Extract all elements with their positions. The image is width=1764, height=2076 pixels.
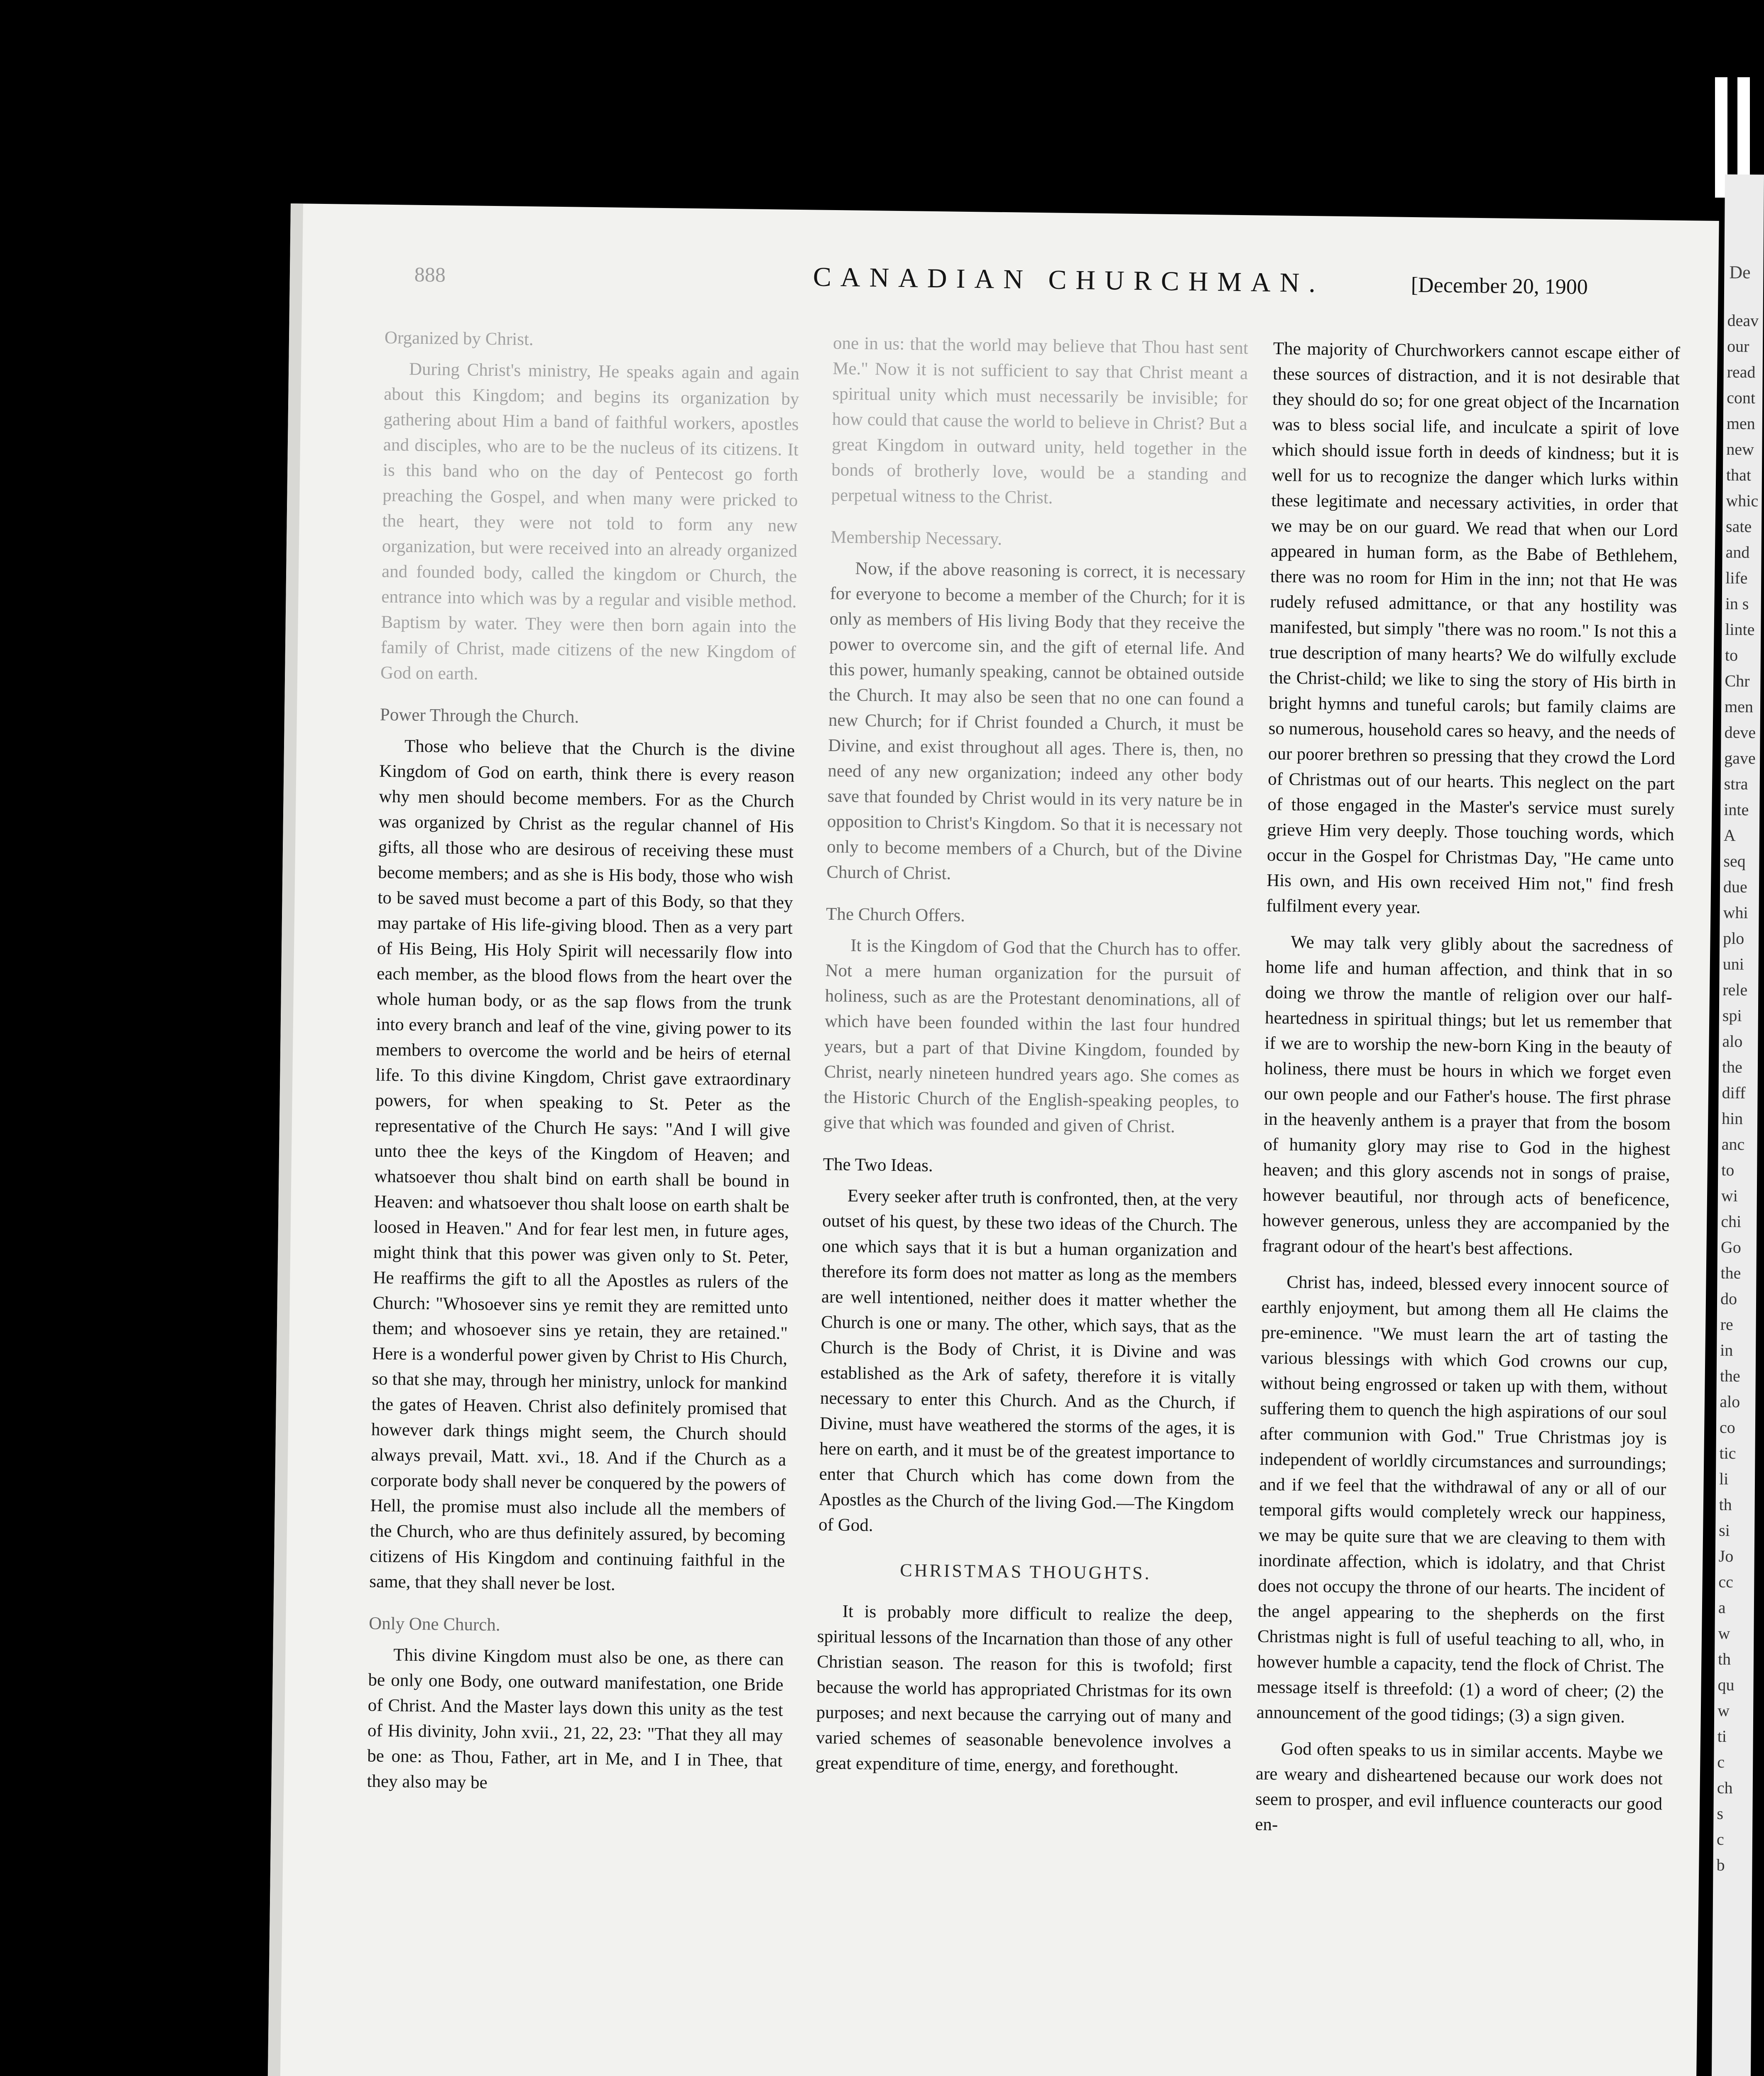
adjacent-page-line: the [1720,1263,1741,1283]
scan-corner-mark [272,266,281,278]
adjacent-page-line: whic [1726,491,1759,510]
paragraph-kingdom-of-god: It is the Kingdom of God that the Church has to offer. Not a mere human organization for the pursuit of holiness, such as are the Protestant denominations, all of which have been founded within the last four hundred years, but a part of that Divine Kingdom, founded by Christ, nearly nineteen hundred years ago. She comes as the Historic Church of the English-speaking peoples, to give that which was founded and given of Christ. [823,935,1241,1137]
adjacent-page-line: si [1719,1520,1730,1540]
adjacent-page-line: diff [1722,1083,1746,1102]
adjacent-page-line: Jo [1718,1546,1734,1566]
page-edge-shadow [264,203,303,2076]
paragraph-churchworkers: The majority of Churchworkers cannot escape either of these sources of distraction, and it is not desirable that they should do so; for one great object of the Incarnation was to bless social life, and inculcate a spirit of love which should issue forth in deeds of kindness; but it is well for us to recognize the danger which lurks within these legitimate and necessary activities, in order that we may be on our guard. We read that when our Lord appeared in human form, as the Babe of Bethlehem, there was no room for Him in the inn; not that He was rudely refused admittance, or that any hostility was manifested, but simply "there was no room." Is not this a true description of many hearts? We do wilfully exclude the Christ-child; we like to sing the story of His birth in bright hymns and tuneful carols; but family claims are so numerous, household cares so heavy, and the needs of our poorer brethren so pressing that they crowd the Lord of Christmas out of our hearts. This neglect on the part of those engaged in the Master's service must surely grieve Him very deeply. Those touching words, which occur in the Gospel for Christmas Day, "He came unto His own, and His own received Him not," find fresh fulfilment every year. [1266,338,1681,918]
subheading-only-one-church: Only One Church. [368,1613,500,1635]
adjacent-page-line: and [1725,543,1750,562]
adjacent-page-line: stra [1724,774,1748,793]
adjacent-page-line: a [1718,1598,1726,1617]
adjacent-page-line: in s [1725,594,1749,613]
adjacent-page-line: our [1727,337,1749,356]
adjacent-page-line: inte [1724,800,1749,819]
adjacent-page-strip [1710,174,1764,2076]
adjacent-page-line: men [1726,414,1755,433]
adjacent-page-line: Chr [1725,671,1750,690]
paragraph-christmas-intro: It is probably more difficult to realize the deep, spiritual lessons of the Incarnation than those of any other Christian season. The reason for this is twofold; first because the world has appropriated Christmas for its own purposes; and next because the carrying out of many and varied schemes of seasonable benevolence involves a great expenditure of time, energy, and forethought. [815,1601,1233,1777]
adjacent-page-line: w [1718,1623,1730,1643]
paragraph-continuation-unity: one in us: that the world may believe that Thou hast sent Me." Now it is not sufficient to say that Christ meant a spiritual unity which must necessarily be invisible; for how could that cause the world to believe in Christ? But a great Kingdom in outward unity, held together in the bonds of brotherly love, would be a standing and perpetual witness to the Christ. [831,333,1249,508]
adjacent-page-line: b [1716,1855,1725,1875]
adjacent-page-line: wi [1721,1186,1738,1205]
paragraph-two-ideas: Every seeker after truth is confronted, then, at the very outset of his quest, by these two ideas of the Church. The one which says that it is but a human organization and therefore its form does not matter as long as the members are well intentioned, neither does it matter whether the Church is one or many. The other, which says, that as the Church is the Body of Christ, it is Divine and was established as the Ark of safety, therefore it is vitally necessary to enter this Church. And as the Church, if Divine, must have weathered the storms of the ages, it is here on earth, and it must be of the greatest importance to enter that Church which has come down from the Apostles as the Church of the living God.—The Kingdom of God. [818,1186,1238,1535]
masthead-title: CANADIAN CHURCHMAN. [813,262,1325,299]
subheading-church-offers: The Church Offers. [826,904,965,925]
column-2 [816,330,1249,1792]
adjacent-page-line: s [1717,1804,1724,1823]
newspaper-page [264,203,1719,2076]
adjacent-page-line: linte [1725,620,1755,639]
adjacent-page-line: co [1719,1417,1735,1437]
paragraph-earthly-enjoyment: Christ has, indeed, blessed every innocent source of earthly enjoyment, but among them all He claims the pre-eminence. "We must learn the art of tasting the various blessings with which God crowns our cup, without being engrossed or taken up with them, without suffering them to quench the high aspirations of our soul after communion with God." True Christmas joy is independent of worldly circumstances and surroundings; and if we feel that the withdrawal of any or all of our temporal gifts would completely wreck our happiness, we may be quite sure that we are cleaving to them with inordinate affection, which is idolatry, and that Christ does not occupy the throne of our hearts. The incident of the angel appearing to the shepherds on the first Christmas night is full of useful teaching to all, who, in however humble a capacity, tend the flock of Christ. The message itself is threefold: (1) a word of cheer; (2) the announcement of the good tidings; (3) a sign given. [1256,1272,1669,1727]
paragraph-christs-ministry: During Christ's ministry, He speaks again and again about this Kingdom; and begins its organization by gathering about Him a band of faithful workers, apostles and disciples, who are to be the nucleus of its citizens. It is this band who on the day of Pentecost go forth preaching the Gospel, and when many were pricked to the heart, they were not told to form any new organization, but were received into an already organized and founded body, called the kingdom or Church, the entrance into which was by a regular and visible method. Baptism by water. They were then born again into the family of Christ, made citizens of the new Kingdom of God on earth. [380,359,800,684]
adjacent-page-line: c [1717,1752,1725,1772]
adjacent-page-line: li [1719,1469,1729,1488]
adjacent-page-line: A [1723,826,1736,845]
adjacent-page-line: deav [1727,311,1759,330]
adjacent-page-line: in [1720,1340,1733,1360]
adjacent-page-line: anc [1721,1134,1745,1154]
adjacent-page-line: deve [1724,723,1756,742]
adjacent-page-line: the [1720,1366,1740,1386]
adjacent-page-line: re [1720,1315,1733,1334]
adjacent-page-line: men [1724,697,1754,716]
adjacent-page-line: hin [1721,1109,1743,1128]
column-1 [367,325,800,1810]
adjacent-page-line: to [1725,646,1738,665]
paragraph-membership: Now, if the above reasoning is correct, it is necessary for everyone to become a member of the Church; for it is only as members of His living Body that they receive the power to overcome sin, and the gift of eternal life. And this power, humanly speaking, cannot be obtained outside the Church. It may also be seen that no one can found a new Church; for if Christ founded a Church, it must be Divine, and exist throughout all ages. There is, then, no need of any new organization; indeed any other body save that founded by Christ would in its very nature be in opposition to Christ's Kingdom. So that it is necessary not only to become members of a Church, but of the Divine Church of Christ. [826,558,1246,884]
paragraph-church-powers: Those who believe that the Church is the divine Kingdom of God on earth, think there is every reason why men should become members. For as the Church was organized by Christ as the regular channel of His gifts, all those who are desirous of receiving these must become members; and as she is His body, those who wish to be saved must become a part of this Body, so that they may partake of His life-giving blood. Then as a very part of His Being, His Holy Spirit will necessarily flow into each member, as the blood flows from the heart over the whole human body, or as the sap flows from the trunk into every branch and leaf of the vine, giving power to its members to overcome the world and be heirs of eternal life. To this divine Kingdom, Christ gave extraordinary powers, for when speaking to St. Peter as the representative of the Church He says: "And I will give unto thee the keys of the Kingdom of Heaven; and whatsoever thou shalt bind on earth shall be bound in Heaven: and whatsoever thou shalt loose on earth shalt be loosed in Heaven." And for fear lest men, in future ages, might think that this power was given only to St. Peter, He reaffirms the gift to all the Apostles as rulers of the Church: "Whosoever sins ye remit they are remitted unto them; and whosoever sins ye retain, they are retained." Here is a wonderful power given by Christ to His Church, so that she may, through her ministry, unlock for mankind the gates of Heaven. Christ also definitely promised that however dark things might seem, the Church should always prevail, Matt. xvi., 18. And if the Church as a corporate body shall never be conquered by the powers of Hell, the promise must also include all the members of the Church, who are thus definitely assured, by becoming citizens of His Kingdom and continuing faithful in the same, that they shall never be lost. [369,736,795,1594]
adjacent-page-line: th [1719,1495,1732,1514]
article-title-christmas-thoughts: CHRISTMAS THOUGHTS. [900,1560,1152,1584]
adjacent-page-line: to [1721,1160,1735,1180]
column-3 [1255,336,1680,1853]
issue-date: [December 20, 1900 [1411,273,1588,299]
adjacent-page-line: tic [1719,1443,1736,1463]
adjacent-page-line: c [1716,1829,1724,1849]
adjacent-page-line: alo [1722,1032,1743,1051]
adjacent-page-line: plo [1723,929,1744,948]
adjacent-page-line: that [1726,465,1752,485]
adjacent-page-line: life [1725,568,1748,588]
adjacent-page-line: read [1727,362,1756,382]
paragraph-god-speaks: God often speaks to us in similar accents. Maybe we are weary and disheartened because our work does not seem to prosper, and evil influence counteracts our good en- [1255,1739,1663,1835]
adjacent-page-line: ch [1717,1778,1733,1797]
adjacent-page-line: uni [1722,955,1744,974]
adjacent-page-line: rele [1722,980,1748,999]
adjacent-page-line: gave [1724,749,1756,768]
paragraph-divine-kingdom-one: This divine Kingdom must also be one, as there can be only one Body, one outward manifestation, one Bride of Christ. And the Master lays down this unity as the test of His divinity, John xvii., 21, 22, 23: "That they all may be one: as Thou, Father, art in Me, and I in Thee, that they also may be [367,1645,784,1793]
adjacent-page-line: seq [1723,852,1746,871]
adjacent-page-line: the [1722,1058,1743,1077]
adjacent-page-line: new [1726,440,1754,459]
adjacent-page-line: do [1720,1289,1737,1308]
adjacent-page-line: qu [1717,1675,1735,1694]
adjacent-page-line: sate [1725,517,1752,536]
adjacent-page-line: alo [1720,1392,1740,1411]
adjacent-page-text [1713,283,1763,1878]
adjacent-page-line: whi [1723,903,1748,922]
page-header [289,257,1718,308]
adjacent-page-line: due [1723,877,1747,896]
adjacent-page-line: cont [1727,388,1756,407]
adjacent-page-line: cc [1718,1572,1734,1591]
adjacent-page-line: spi [1722,1006,1742,1025]
page-number: 888 [414,262,446,286]
adjacent-page-line: w [1717,1701,1730,1720]
adjacent-page-line: ti [1717,1726,1727,1746]
subheading-two-ideas: The Two Ideas. [823,1154,933,1176]
adjacent-page-header: De [1729,262,1751,283]
subheading-power-through-church: Power Through the Church. [380,705,579,727]
adjacent-page-line: Go [1720,1237,1742,1257]
adjacent-page-line: chi [1721,1212,1742,1231]
adjacent-page-line: th [1717,1649,1731,1669]
subheading-membership-necessary: Membership Necessary. [830,527,1002,549]
paragraph-sacredness-home-life: We may talk very glibly about the sacredness of home life and human affection, and think that in so doing we throw the mantle of religion over our half-heartedness in spiritual things; but let us remember that if we are to worship the new-born King in the beauty of holiness, there must be hours in which we forget even our own people and our Father's house. The first phrase in the heavenly anthem is a prayer that from the bosom of humanity glory may rise to God in the highest heaven; and this glory ascends not in songs of praise, however beautiful, nor through acts of beneficence, however generous, unless they are accompanied by the fragrant odour of the heart's best affections. [1262,932,1673,1259]
subheading-organized-by-christ: Organized by Christ. [384,328,534,350]
